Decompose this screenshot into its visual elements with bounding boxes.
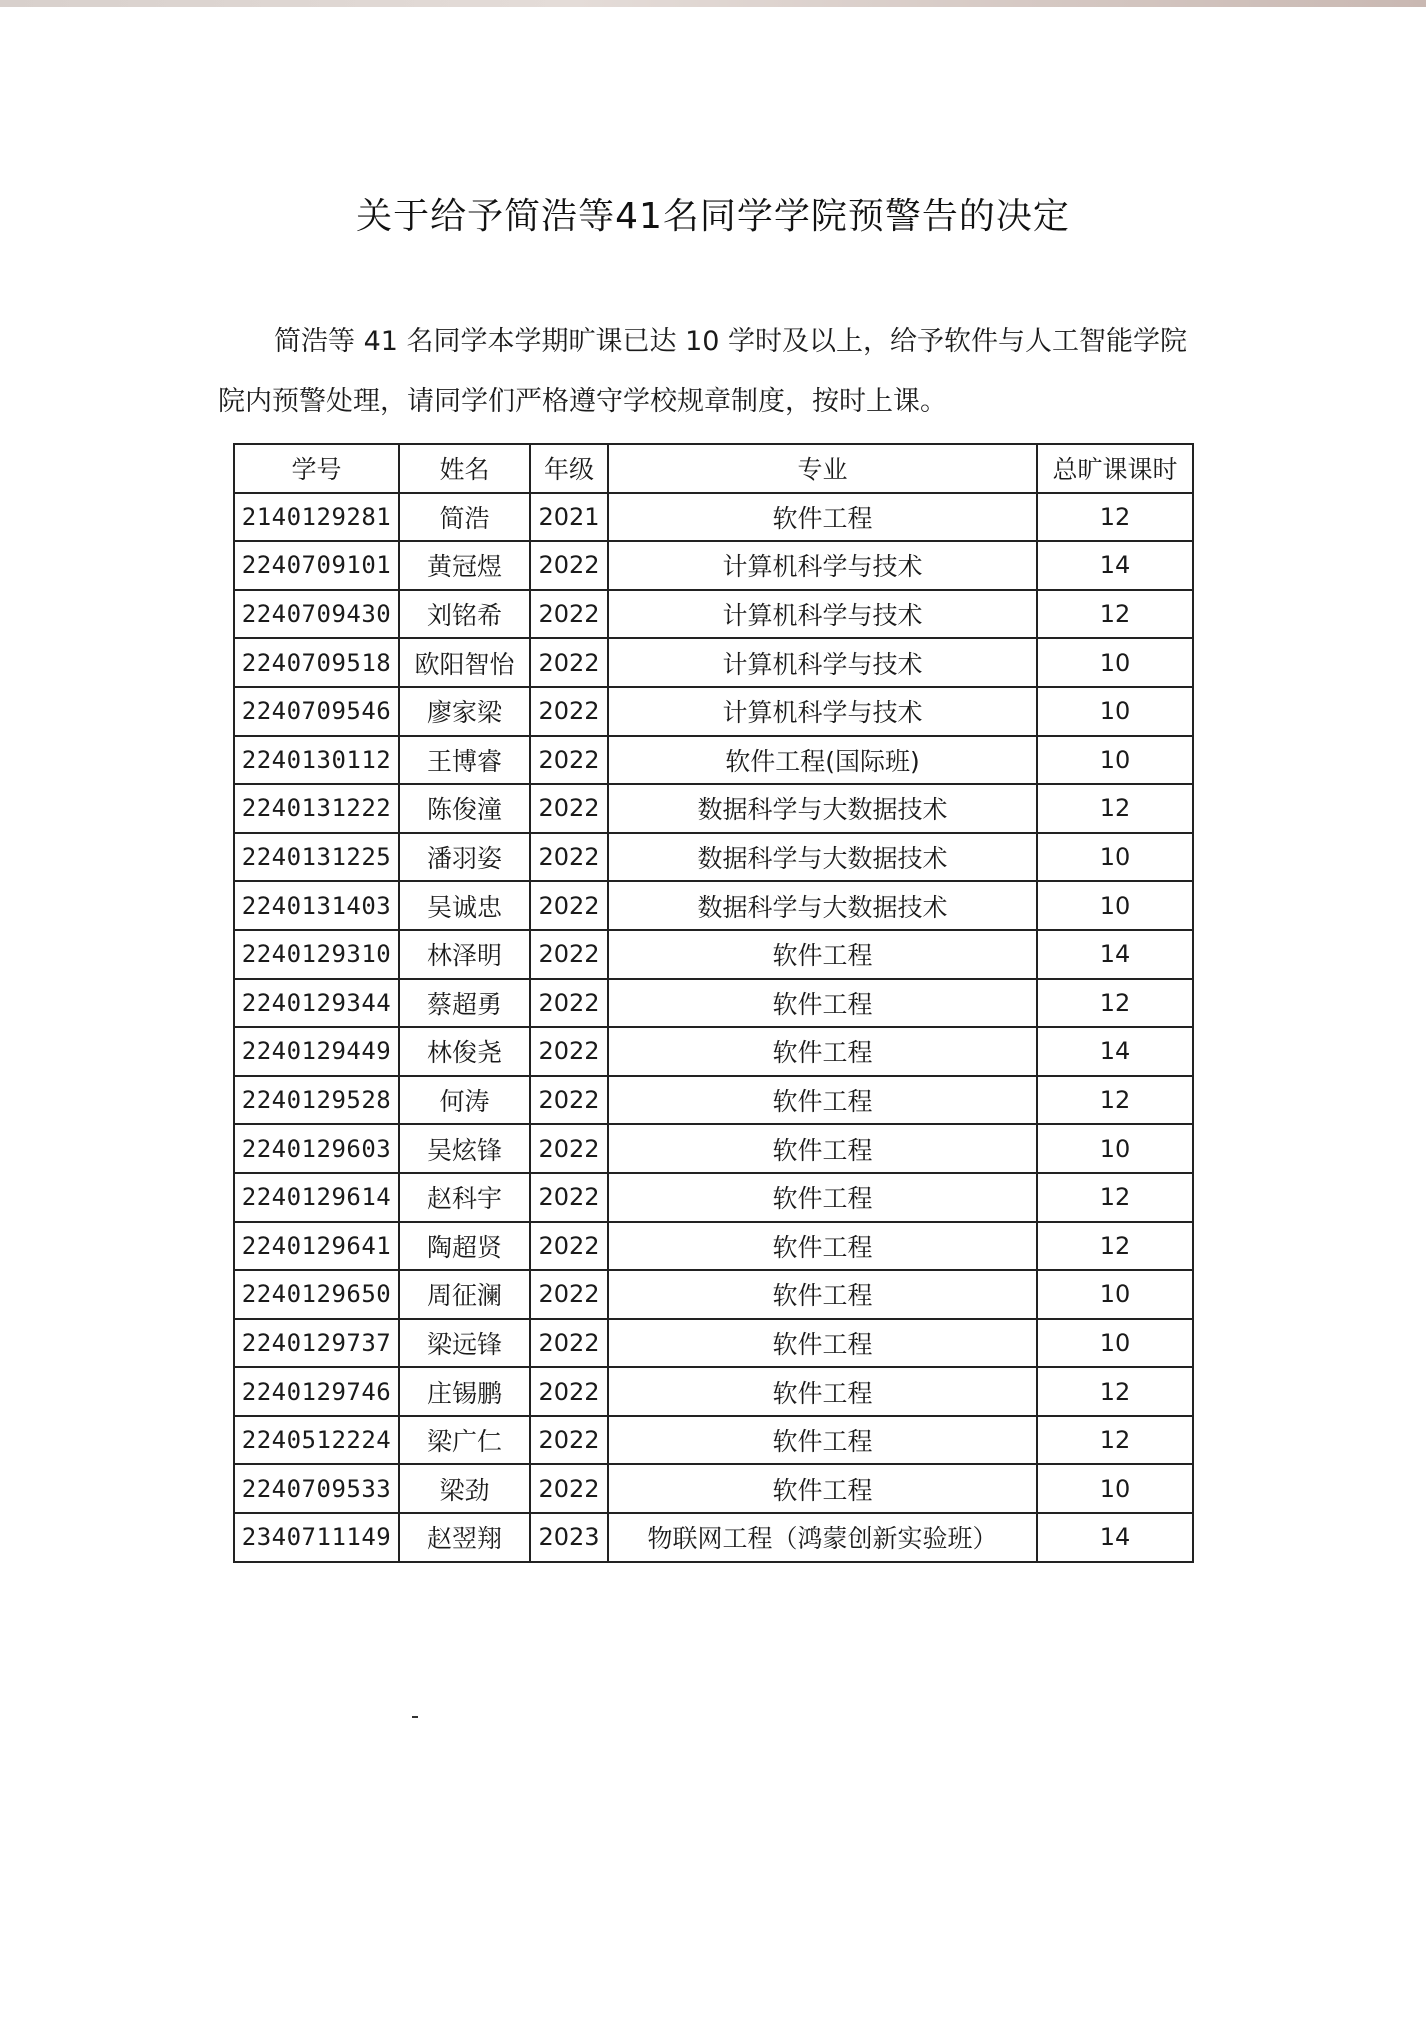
cell-major: 软件工程	[608, 1076, 1037, 1125]
cell-major: 计算机科学与技术	[608, 590, 1037, 639]
cell-absent-hours: 10	[1037, 1319, 1193, 1368]
cell-absent-hours: 10	[1037, 736, 1193, 785]
table-row	[234, 881, 1193, 930]
table-row	[234, 1076, 1193, 1125]
cell-name: 吴诚忠	[399, 881, 530, 930]
cell-grade: 2022	[530, 1319, 608, 1368]
cell-major: 软件工程	[608, 1027, 1037, 1076]
cell-grade: 2022	[530, 1367, 608, 1416]
cell-grade: 2022	[530, 541, 608, 590]
cell-name: 蔡超勇	[399, 979, 530, 1028]
stray-mark	[412, 1716, 418, 1718]
table-row	[234, 736, 1193, 785]
cell-grade: 2022	[530, 590, 608, 639]
cell-major: 软件工程	[608, 1222, 1037, 1271]
cell-grade: 2022	[530, 784, 608, 833]
header-name: 姓名	[399, 444, 530, 493]
cell-grade: 2022	[530, 930, 608, 979]
cell-student-id: 2240129737	[234, 1319, 399, 1368]
cell-student-id: 2240709533	[234, 1464, 399, 1513]
cell-student-id: 2240129614	[234, 1173, 399, 1222]
cell-absent-hours: 12	[1037, 590, 1193, 639]
cell-student-id: 2240709101	[234, 541, 399, 590]
document-title: 关于给予简浩等41名同学学院预警告的决定	[356, 196, 1070, 237]
cell-absent-hours: 14	[1037, 1027, 1193, 1076]
cell-name: 吴炫锋	[399, 1124, 530, 1173]
table-row	[234, 1416, 1193, 1465]
cell-grade: 2022	[530, 1222, 608, 1271]
cell-grade: 2022	[530, 1076, 608, 1125]
table-row	[234, 1367, 1193, 1416]
cell-name: 梁远锋	[399, 1319, 530, 1368]
cell-grade: 2022	[530, 638, 608, 687]
cell-absent-hours: 10	[1037, 1124, 1193, 1173]
table-row	[234, 833, 1193, 882]
cell-major: 软件工程	[608, 1124, 1037, 1173]
cell-absent-hours: 12	[1037, 493, 1193, 542]
cell-grade: 2021	[530, 493, 608, 542]
cell-name: 陶超贤	[399, 1222, 530, 1271]
cell-name: 赵科宇	[399, 1173, 530, 1222]
cell-major: 软件工程	[608, 1416, 1037, 1465]
cell-major: 软件工程	[608, 1319, 1037, 1368]
cell-name: 何涛	[399, 1076, 530, 1125]
cell-student-id: 2240129603	[234, 1124, 399, 1173]
cell-name: 林俊尧	[399, 1027, 530, 1076]
cell-grade: 2022	[530, 1124, 608, 1173]
table-row	[234, 1124, 1193, 1173]
cell-grade: 2022	[530, 1173, 608, 1222]
cell-name: 欧阳智怡	[399, 638, 530, 687]
cell-student-id: 2240129641	[234, 1222, 399, 1271]
cell-student-id: 2240131403	[234, 881, 399, 930]
cell-name: 黄冠煜	[399, 541, 530, 590]
table-row	[234, 1270, 1193, 1319]
table-row	[234, 1027, 1193, 1076]
cell-absent-hours: 14	[1037, 1513, 1193, 1562]
cell-absent-hours: 12	[1037, 1367, 1193, 1416]
cell-name: 简浩	[399, 493, 530, 542]
cell-student-id: 2240129528	[234, 1076, 399, 1125]
cell-major: 数据科学与大数据技术	[608, 833, 1037, 882]
cell-student-id: 2240131225	[234, 833, 399, 882]
warning-student-table	[233, 443, 1194, 1563]
cell-absent-hours: 14	[1037, 930, 1193, 979]
table-row	[234, 784, 1193, 833]
cell-absent-hours: 12	[1037, 1416, 1193, 1465]
cell-absent-hours: 12	[1037, 979, 1193, 1028]
cell-name: 陈俊潼	[399, 784, 530, 833]
cell-absent-hours: 10	[1037, 1270, 1193, 1319]
cell-grade: 2022	[530, 1464, 608, 1513]
cell-name: 周征澜	[399, 1270, 530, 1319]
paragraph-line-2: 院内预警处理，请同学们严格遵守学校规章制度，按时上课。	[218, 386, 947, 417]
cell-name: 王博睿	[399, 736, 530, 785]
table-row	[234, 930, 1193, 979]
cell-major: 物联网工程（鸿蒙创新实验班）	[608, 1513, 1037, 1562]
cell-grade: 2022	[530, 687, 608, 736]
cell-major: 软件工程	[608, 1367, 1037, 1416]
cell-absent-hours: 10	[1037, 638, 1193, 687]
cell-name: 梁劲	[399, 1464, 530, 1513]
cell-student-id: 2140129281	[234, 493, 399, 542]
cell-student-id: 2240129650	[234, 1270, 399, 1319]
cell-absent-hours: 12	[1037, 1076, 1193, 1125]
cell-name: 庄锡鹏	[399, 1367, 530, 1416]
table-row	[234, 1173, 1193, 1222]
cell-major: 数据科学与大数据技术	[608, 881, 1037, 930]
cell-student-id: 2240129344	[234, 979, 399, 1028]
cell-major: 计算机科学与技术	[608, 687, 1037, 736]
table-body	[234, 493, 1193, 1562]
cell-grade: 2022	[530, 1027, 608, 1076]
cell-major: 计算机科学与技术	[608, 541, 1037, 590]
cell-name: 赵翌翔	[399, 1513, 530, 1562]
cell-student-id: 2340711149	[234, 1513, 399, 1562]
cell-major: 软件工程	[608, 979, 1037, 1028]
cell-student-id: 2240709546	[234, 687, 399, 736]
cell-major: 软件工程(国际班)	[608, 736, 1037, 785]
cell-student-id: 2240129310	[234, 930, 399, 979]
header-student-id: 学号	[234, 444, 399, 493]
cell-absent-hours: 10	[1037, 687, 1193, 736]
cell-name: 林泽明	[399, 930, 530, 979]
cell-student-id: 2240129746	[234, 1367, 399, 1416]
cell-major: 软件工程	[608, 930, 1037, 979]
cell-absent-hours: 10	[1037, 881, 1193, 930]
cell-absent-hours: 12	[1037, 1173, 1193, 1222]
cell-student-id: 2240131222	[234, 784, 399, 833]
cell-name: 潘羽姿	[399, 833, 530, 882]
table-row	[234, 1513, 1193, 1562]
cell-student-id: 2240512224	[234, 1416, 399, 1465]
cell-student-id: 2240130112	[234, 736, 399, 785]
cell-grade: 2022	[530, 1270, 608, 1319]
table-row	[234, 1464, 1193, 1513]
decision-paragraph	[218, 312, 1218, 432]
cell-student-id: 2240129449	[234, 1027, 399, 1076]
cell-absent-hours: 14	[1037, 541, 1193, 590]
cell-major: 软件工程	[608, 1173, 1037, 1222]
cell-absent-hours: 10	[1037, 833, 1193, 882]
table-row	[234, 493, 1193, 542]
cell-major: 软件工程	[608, 1270, 1037, 1319]
cell-grade: 2023	[530, 1513, 608, 1562]
cell-student-id: 2240709430	[234, 590, 399, 639]
cell-grade: 2022	[530, 736, 608, 785]
cell-absent-hours: 12	[1037, 1222, 1193, 1271]
page-top-edge	[0, 0, 1426, 7]
cell-absent-hours: 10	[1037, 1464, 1193, 1513]
paragraph-line-1	[218, 312, 1218, 372]
cell-major: 计算机科学与技术	[608, 638, 1037, 687]
table-row	[234, 1319, 1193, 1368]
cell-student-id: 2240709518	[234, 638, 399, 687]
cell-name: 梁广仁	[399, 1416, 530, 1465]
header-grade: 年级	[530, 444, 608, 493]
table-row	[234, 979, 1193, 1028]
cell-major: 数据科学与大数据技术	[608, 784, 1037, 833]
cell-grade: 2022	[530, 881, 608, 930]
table-row	[234, 1222, 1193, 1271]
header-absent-hours: 总旷课课时	[1037, 444, 1193, 493]
cell-major: 软件工程	[608, 1464, 1037, 1513]
cell-name: 廖家梁	[399, 687, 530, 736]
table-row	[234, 590, 1193, 639]
cell-absent-hours: 12	[1037, 784, 1193, 833]
table-header-row	[234, 444, 1193, 493]
table-row	[234, 687, 1193, 736]
table-row	[234, 638, 1193, 687]
cell-grade: 2022	[530, 979, 608, 1028]
table-row	[234, 541, 1193, 590]
header-major: 专业	[608, 444, 1037, 493]
cell-grade: 2022	[530, 833, 608, 882]
cell-grade: 2022	[530, 1416, 608, 1465]
cell-major: 软件工程	[608, 493, 1037, 542]
cell-name: 刘铭希	[399, 590, 530, 639]
paragraph-line-1-text: 简浩等 41 名同学本学期旷课已达 10 学时及以上，给予软件与人工智能学院	[274, 326, 1188, 357]
